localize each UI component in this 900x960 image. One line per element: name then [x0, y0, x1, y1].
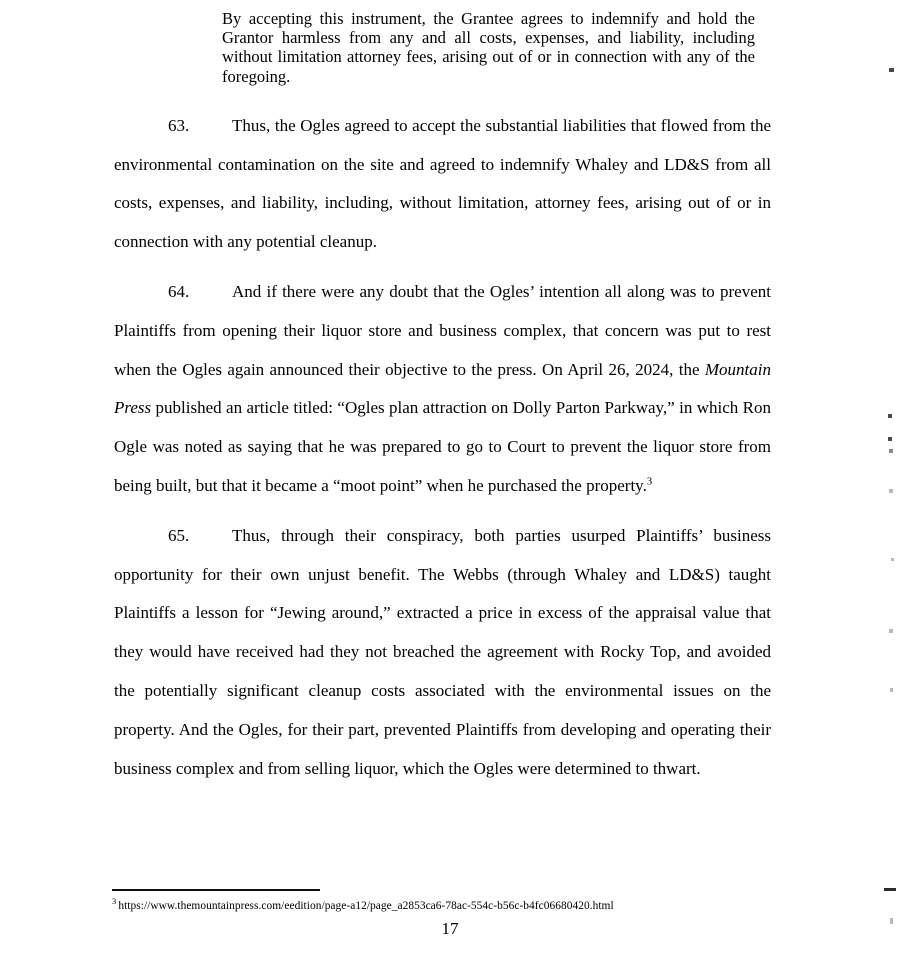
paragraph-text-64-part1: And if there were any doubt that the Ogles’ intention all along was to prevent Plaintiffs from opening their liquor store and business complex, that concern was put to rest when the Ogles again announced their objective to the press. On April 26, 2024, the [114, 282, 771, 379]
scan-artifact-speck [889, 629, 893, 633]
paragraph-number-64: 64. [168, 282, 190, 301]
scan-artifact-speck [891, 558, 894, 561]
paragraph-number-65: 65. [168, 525, 190, 545]
paragraph-text-64-part2: published an article titled: “Ogles plan attraction on Dolly Parton Parkway,” in which Ron Ogle was noted as saying that he was prepared to go to Court to prevent the liquor store from being built, but that it became a “moot point” when he purchased the property. [114, 398, 771, 495]
scan-artifact-speck [889, 68, 894, 72]
publication-title-italic: Mountain Press [114, 359, 771, 418]
scan-artifact-speck [889, 489, 893, 493]
footnote-entry [112, 896, 792, 914]
footnote-number: 3 [112, 896, 117, 907]
numbered-paragraph-65 [114, 517, 771, 789]
paragraph-number-63: 63. [168, 115, 190, 135]
document-body [114, 0, 771, 788]
numbered-paragraph-64 [114, 273, 771, 506]
footnote-separator-rule [112, 889, 320, 891]
page-number: 17 [441, 919, 459, 938]
block-quote: By accepting this instrument, the Grantee agrees to indemnify and hold the Grantor harmless from any and all costs, expenses, and liability, including without limitation attorney fees, arising out of or in connection with any of the foregoing. [222, 9, 755, 86]
footnote-reference-marker: 3 [646, 476, 653, 488]
scan-artifact-dash [884, 888, 896, 891]
paragraph-text-63: Thus, the Ogles agreed to accept the substantial liabilities that flowed from the environmental contamination on the site and agreed to indemnify Whaley and LD&S from all costs, expenses, and liability, including, without limitation, attorney fees, arising out of or in connection with any potential cleanup. [114, 115, 771, 252]
scan-artifact-speck [889, 449, 893, 453]
scan-artifact-speck [890, 688, 893, 692]
paragraph-text-65: Thus, through their conspiracy, both parties usurped Plaintiffs’ business opportunity for their own unjust benefit. The Webbs (through Whaley and LD&S) taught Plaintiffs a lesson for “Jewing around,” extracted a price in excess of the appraisal value that they would have received had they not breached the agreement with Rocky Top, and avoided the potentially significant cleanup costs associated with the environmental issues on the property. And the Ogles, for their part, prevented Plaintiffs from developing and operating their business complex and from selling liquor, which the Ogles were determined to thwart. [114, 525, 771, 778]
footnote-url: https://www.themountainpress.com/eedition/page-a12/page_a2853ca6-78ac-554c-b56c-b4fc06680420.html [118, 900, 614, 912]
scan-artifact-speck [890, 918, 893, 924]
scan-artifact-speck [888, 437, 892, 441]
scan-artifact-speck [888, 414, 892, 418]
numbered-paragraph-63 [114, 107, 771, 262]
